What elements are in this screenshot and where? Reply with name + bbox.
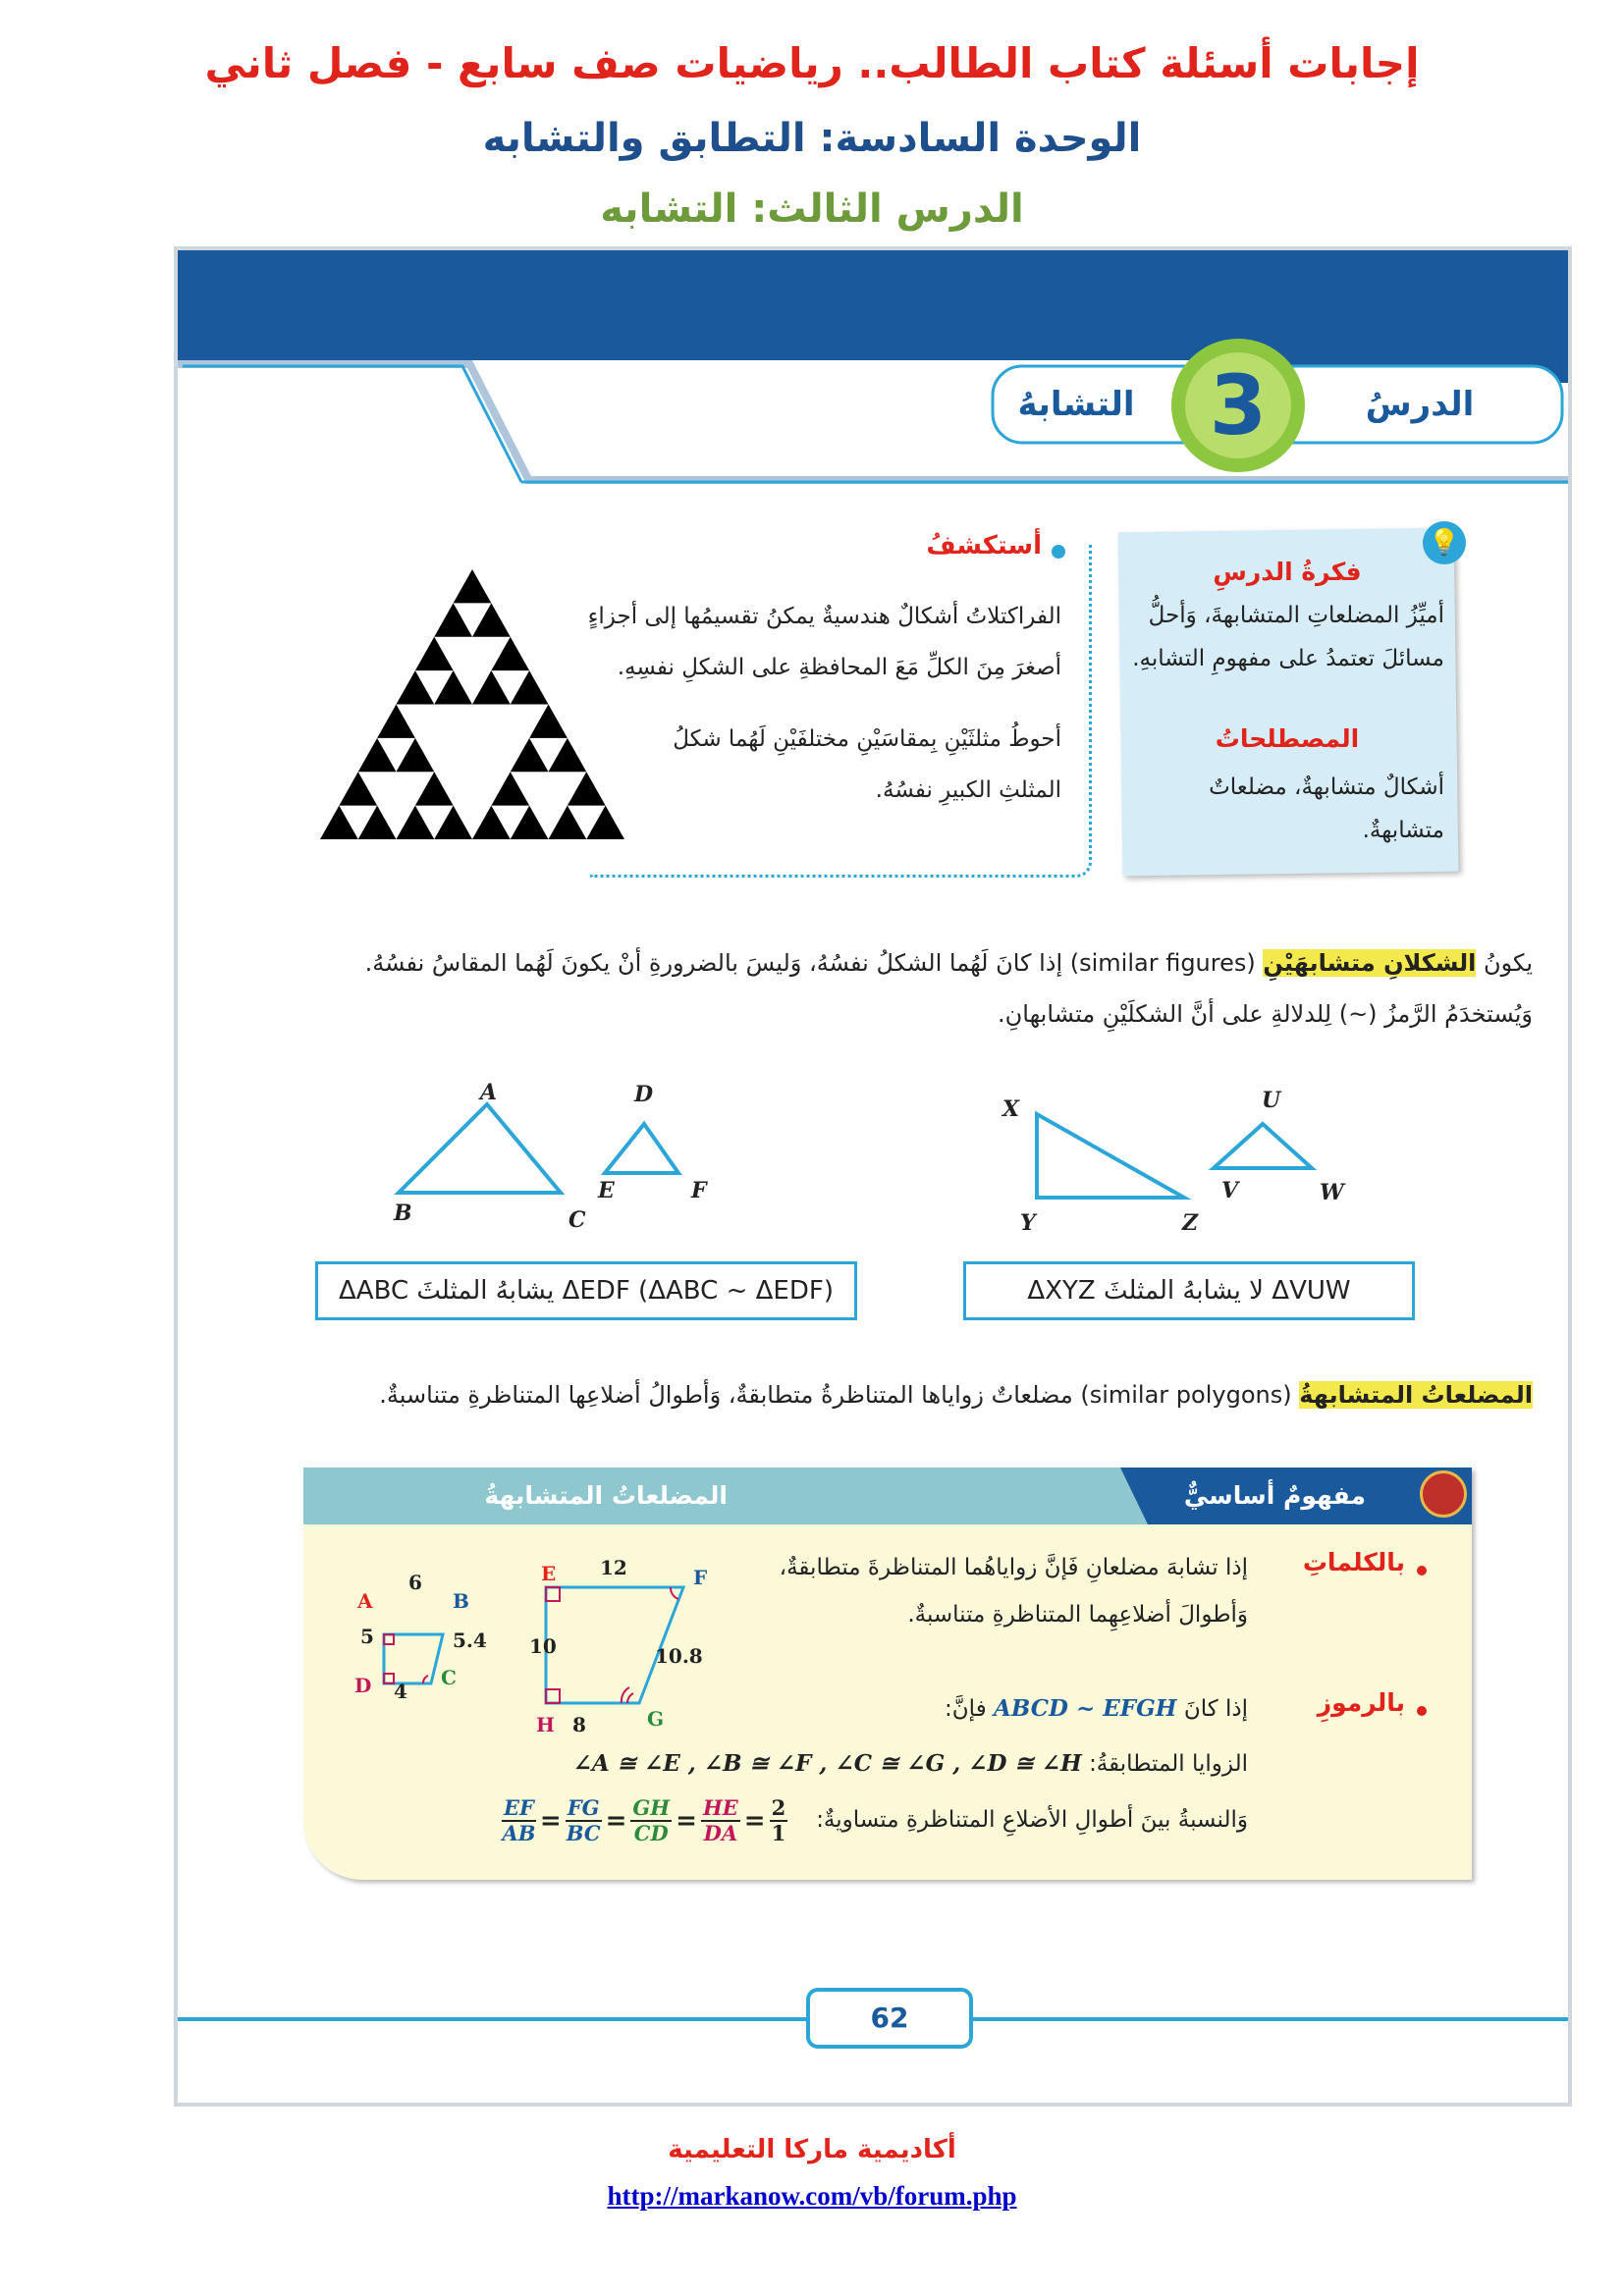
fractal-triangle [434, 670, 472, 704]
key-icon [1420, 1470, 1467, 1518]
fractal-triangle [511, 738, 549, 772]
footer-link[interactable]: http://markanow.com/vb/forum.php [607, 2181, 1017, 2211]
ratio-fraction: $\frac{2}{1}$ [771, 1795, 786, 1845]
quad-label-f: F [693, 1566, 708, 1589]
similar-figures-definition: يكونُ الشكلانِ متشابهَيْنِ (similar figures) إذا كانَ لَهُما الشكلُ نفسُهُ، وَليسَ بالضرورةِ أنْ يكونَ لَهُما المقاسُ نفسُهُ. [364, 949, 1533, 977]
quad-label-a: A [357, 1589, 373, 1613]
explore-line-1: الفراكتلاتُ أشكالٌ هندسيةٌ يمكنُ تقسيمُها إلى أجزاءٍ [587, 604, 1061, 629]
fractal-triangle [377, 705, 415, 738]
fractal-triangle [320, 806, 358, 839]
fractal-triangle [491, 637, 529, 670]
bullet-icon [1417, 1706, 1427, 1716]
fractal-triangle [529, 705, 568, 738]
fractal-triangle [358, 738, 397, 772]
vertex-label-v: V [1221, 1178, 1239, 1203]
side-length-label: 10 [529, 1634, 557, 1658]
idea-line-2: مسائلَ تعتمدُ على مفهومِ التشابهِ. [1132, 646, 1444, 671]
unit-title: الوحدة السادسة: التطابق والتشابه [482, 116, 1142, 161]
similar-polygons-definition: المضلعاتُ المتشابهةُ (similar polygons) مضلعاتٌ زواياها المتناظرةُ متطابقةٌ، وَأطوالُ أضلاعِها المتناظرةِ متناسبةٌ. [379, 1381, 1533, 1409]
side-length-label: 5.4 [453, 1629, 487, 1652]
fractal-triangle [415, 637, 454, 670]
explore-line-3: أحوطُ مثلثَيْنِ بِمقاسَيْنِ مختلفَيْنِ لَهُما شكلُ [673, 726, 1061, 752]
quad-label-b: B [453, 1589, 469, 1613]
ratio-fraction: $\frac{EF}{AB}$ [502, 1795, 536, 1845]
fractal-triangle [549, 738, 587, 772]
ratio-fraction: $\frac{FG}{BC}$ [566, 1795, 601, 1845]
vertex-label-e: E [598, 1178, 615, 1203]
fractal-triangle [472, 806, 511, 839]
fractal-triangle [472, 603, 511, 636]
terms-text: أشكالٌ متشابهةٌ، مضلعاتٌ متشابهةٌ. [1209, 774, 1444, 843]
fractal-triangle [586, 806, 624, 839]
explore-title: أستكشفُ [926, 531, 1042, 561]
lightbulb-icon: 💡 [1423, 521, 1466, 564]
fractal-triangle [434, 806, 472, 839]
similar-polygons-term: المضلعاتُ المتشابهةُ [1299, 1381, 1533, 1409]
ratio-fractions: $\frac{EF}{AB}$ = $\frac{FG}{BC}$ = $\frac{GH}{CD}$ = $\frac{HE}{DA}$ = $\frac{2}{1}$ [502, 1795, 786, 1845]
fractal-triangle [491, 772, 529, 805]
page-header-title: إجابات أسئلة كتاب الطالب.. رياضيات صف سابع - فصل ثاني [204, 39, 1420, 87]
fractal-triangle [511, 806, 549, 839]
lesson-title: التشابهُ [1017, 385, 1135, 424]
vertex-label-z: Z [1182, 1210, 1199, 1236]
congruent-angles: ∠A ≅ ∠E , ∠B ≅ ∠F , ∠C ≅ ∠G , ∠D ≅ ∠H [572, 1750, 1082, 1777]
explore-line-2: أصغرَ مِنَ الكلِّ مَعَ المحافظةِ على الشكلِ نفسِهِ. [617, 655, 1061, 680]
key-concept-title: المضلعاتُ المتشابهةُ [484, 1481, 728, 1510]
side-length-label: 10.8 [655, 1644, 703, 1668]
terms-title: المصطلحاتُ [1215, 724, 1360, 753]
ratio-fraction: $\frac{HE}{DA}$ [702, 1795, 738, 1845]
quad-label-h: H [536, 1713, 555, 1736]
fractal-triangle [454, 569, 492, 603]
similar-figures-term: الشكلانِ متشابهَيْنِ [1263, 949, 1477, 977]
vertex-label-w: W [1320, 1180, 1344, 1205]
side-length-label: 5 [360, 1625, 374, 1648]
quad-label-d: D [354, 1674, 372, 1697]
similarity-expression: ABCD ~ EFGH [994, 1695, 1177, 1722]
vertex-label-x: X [1002, 1096, 1020, 1122]
bullet-icon [1417, 1566, 1427, 1575]
explore-bullet-icon [1052, 545, 1065, 559]
fractal-triangle [549, 806, 587, 839]
sierpinski-fractal [315, 564, 629, 849]
side-length-label: 8 [572, 1713, 586, 1736]
similar-symbol-note: وَيُستخدَمُ الرَّمزُ (~) لِلدلالةِ على أنَّ الشكلَيْنِ متشابهانِ. [998, 1000, 1533, 1028]
vertex-label-y: Y [1020, 1210, 1036, 1236]
footer-academy-name: أكاديمية ماركا التعليمية [668, 2135, 956, 2164]
key-concept-label: مفهومٌ أساسيٌّ [1183, 1481, 1366, 1510]
words-line-1: إذا تشابهَ مضلعانِ فَإنَّ زواياهُما المتناظرةَ متطابقةٌ، [779, 1555, 1248, 1580]
side-length-label: 6 [408, 1571, 422, 1594]
vertex-label-c: C [568, 1207, 586, 1233]
vertex-label-a: A [480, 1080, 498, 1105]
words-label: بالكلماتِ [1302, 1548, 1405, 1576]
vertex-label-b: B [394, 1201, 412, 1226]
vertex-label-u: U [1262, 1088, 1281, 1113]
idea-title: فكرةُ الدرسِ [1213, 558, 1362, 586]
vertex-label-d: D [634, 1082, 654, 1107]
symbols-line: إذا كانَ ABCD ~ EFGH فإنَّ: [945, 1695, 1248, 1722]
side-length-label: 12 [600, 1556, 627, 1579]
book-page [174, 246, 1572, 2107]
ratio-label: وَالنسبةُ بينَ أطوالِ الأضلاعِ المتناظرةِ متساويةٌ: [816, 1807, 1248, 1833]
fractal-triangle [339, 772, 377, 805]
lesson-number: 3 [1209, 357, 1268, 454]
not-similar-statement-box: ΔVUW لا يشابهُ المثلثَ ΔXYZ [963, 1261, 1415, 1320]
fractal-triangle [397, 670, 435, 704]
similar-statement-box: (ΔABC ~ ΔEDF) ΔEDF يشابهُ المثلثَ ΔABC [315, 1261, 857, 1320]
symbols-label: بالرموزِ [1317, 1688, 1405, 1717]
fractal-triangle [472, 670, 511, 704]
fractal-triangle [568, 772, 606, 805]
fractal-triangle [434, 603, 472, 636]
explore-line-4: المثلثِ الكبيرِ نفسُهُ. [875, 777, 1061, 803]
similar-quadrilaterals-figure [315, 1526, 728, 1723]
fractal-triangle [511, 670, 549, 704]
quad-label-g: G [647, 1707, 665, 1731]
ratio-fraction: $\frac{GH}{CD}$ [632, 1795, 671, 1845]
fractal-triangle [397, 738, 435, 772]
fractal-triangle [415, 772, 454, 805]
lesson-heading: الدرس الثالث: التشابه [600, 187, 1024, 232]
idea-line-1: أميِّزُ المضلعاتِ المتشابهةَ، وَأحلُّ [1148, 603, 1444, 628]
vertex-label-f: F [691, 1178, 707, 1203]
words-line-2: وَأطوالَ أضلاعِهِما المتناظرةِ متناسبةٌ. [907, 1602, 1248, 1628]
side-length-label: 4 [394, 1680, 407, 1703]
fractal-triangle [358, 806, 397, 839]
page-number: 62 [806, 1988, 973, 2049]
triangles-figure [305, 1075, 1464, 1222]
quad-label-c: C [441, 1666, 457, 1689]
angles-line: الزوايا المتطابقةُ: ∠A ≅ ∠E , ∠B ≅ ∠F , ∠C ≅ ∠G , ∠D ≅ ∠H [572, 1750, 1248, 1777]
lesson-word: الدرسُ [1365, 385, 1475, 424]
quad-label-e: E [541, 1562, 557, 1585]
fractal-triangle [397, 806, 435, 839]
